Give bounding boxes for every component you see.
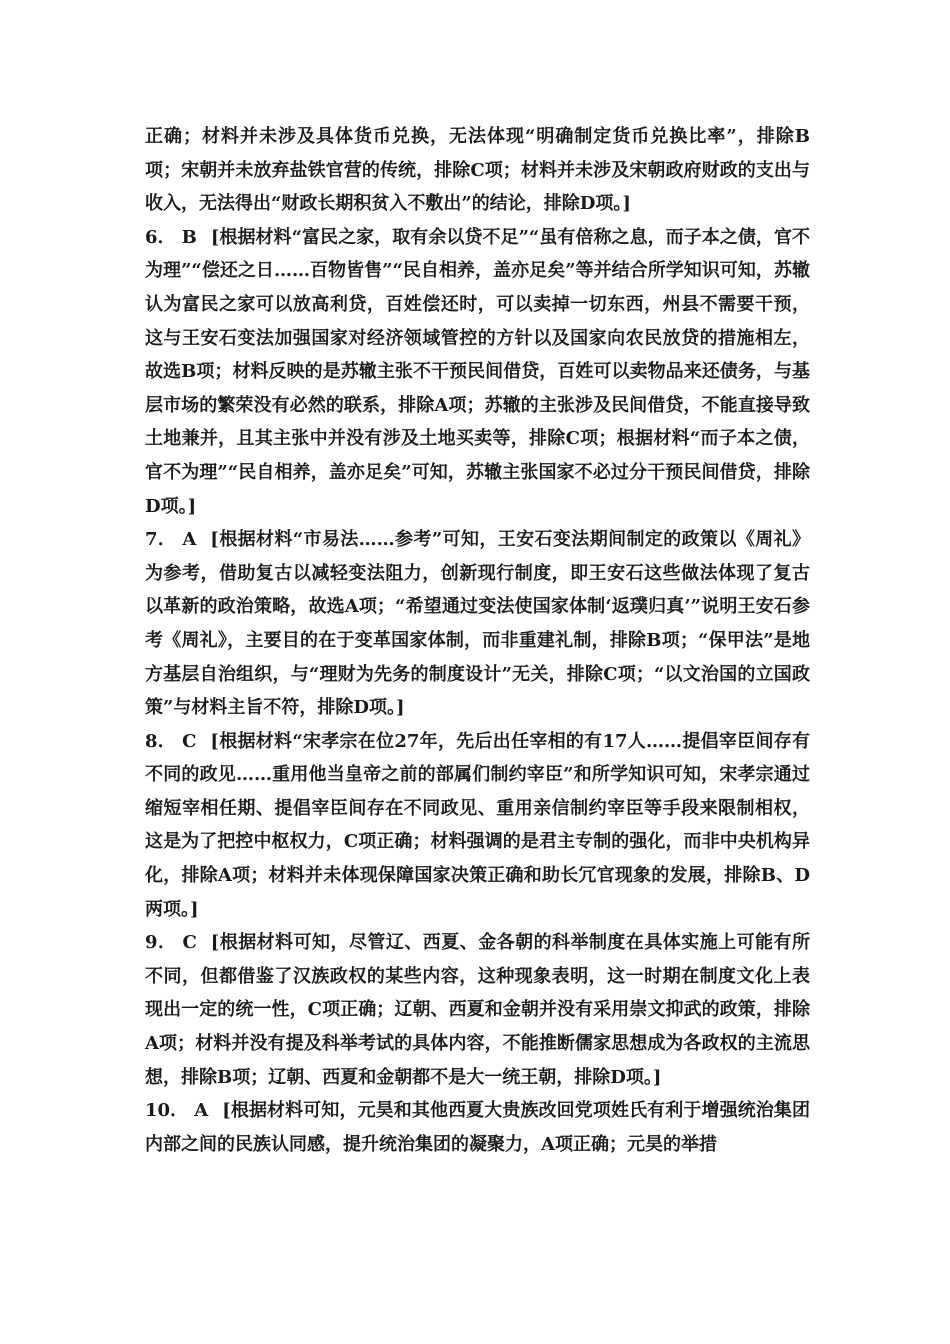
answer-item-7 (145, 523, 810, 725)
question-number: 7． (145, 529, 177, 551)
answer-option: C (182, 730, 197, 752)
answer-option: A (194, 1100, 209, 1122)
answer-option: A (182, 529, 197, 551)
question-number: 6． (145, 226, 176, 248)
answer-explanation: [根据材料“富民之家，取有余以贷不足”“虽有倍称之息，而子本之债，官不为理”“偿还之日……百物皆售”“民自相养，盖亦足矣”等并结合所学知识可知，苏辙认为富民之家可以放高利贷，百姓偿还时，可以卖掉一切东西，州县不需要干预，这与王安石变法加强国家对经济领域管控的方针以及国家向农民放贷的措施相左，故选B项；材料反映的是苏辙主张不干预民间借贷，百姓可以卖物品来还债务，与基层市场的繁荣没有必然的联系，排除A项；苏辙的主张涉及民间借贷，不能直接导致土地兼并，且其主张中并没有涉及土地买卖等，排除C项；根据材料“而子本之债，官不为理”“民自相养，盖亦足矣”可知，苏辙主张国家不必过分干预民间借贷，排除D项。] (145, 226, 810, 517)
question-number: 10． (145, 1100, 189, 1122)
answer-item-6 (145, 221, 810, 523)
answer-explanation: [根据材料可知，尽管辽、西夏、金各朝的科举制度在具体实施上可能有所不同，但都借鉴了汉族政权的某些内容，这种现象表明，这一时期在制度文化上表现出一定的统一性，C项正确；辽朝、西夏和金朝并没有采用崇文抑武的政策，排除A项；材料并没有提及科举考试的具体内容，不能推断儒家思想成为各政权的主流思想，排除B项；辽朝、西夏和金朝都不是大一统王朝，排除D项。] (145, 932, 811, 1088)
answer-text-page (145, 120, 810, 1161)
answer-explanation: [根据材料“市易法……参考”可知，王安石变法期间制定的政策以《周礼》为参考，借助复古以减轻变法阻力，创新现行制度，即王安石这些做法体现了复古以革新的政治策略，故选A项；“希望通过变法使国家体制‘返璞归真’”说明王安石参考《周礼》，主要目的在于变革国家体制，而非重建礼制，排除B项；“保甲法”是地方基层自治组织，与“理财为先务的制度设计”无关，排除C项；“以文治国的立国政策”与材料主旨不符，排除D项。] (145, 529, 810, 719)
answer-item-8 (145, 725, 810, 927)
question-number: 9． (145, 932, 177, 954)
answer-item-10 (145, 1094, 810, 1161)
continuation-paragraph: 正确；材料并未涉及具体货币兑换，无法体现“明确制定货币兑换比率”，排除B项；宋朝并未放弃盐铁官营的传统，排除C项；材料并未涉及宋朝政府财政的支出与收入，无法得出“财政长期积贫入不敷出”的结论，排除D项。] (145, 126, 810, 215)
answer-explanation: [根据材料可知，元昊和其他西夏大贵族改回党项姓氏有利于增强统治集团内部之间的民族认同感，提升统治集团的凝聚力，A项正确；元昊的举措 (145, 1100, 810, 1155)
answer-explanation: [根据材料“宋孝宗在位27年，先后出任宰相的有17人……提倡宰臣间存有不同的政见……重用他当皇帝之前的部属们制约宰臣”和所学知识可知，宋孝宗通过缩短宰相任期、提倡宰臣间存在不同政见、重用亲信制约宰臣等手段来限制相权，这是为了把控中枢权力，C项正确；材料强调的是君主专制的强化，而非中央机构异化，排除A项；材料并未体现保障国家决策正确和助长冗官现象的发展，排除B、D两项。] (145, 730, 811, 920)
answer-item-9 (145, 926, 810, 1094)
answer-option: C (182, 932, 197, 954)
answer-option: B (181, 226, 197, 248)
question-number: 8． (145, 730, 177, 752)
